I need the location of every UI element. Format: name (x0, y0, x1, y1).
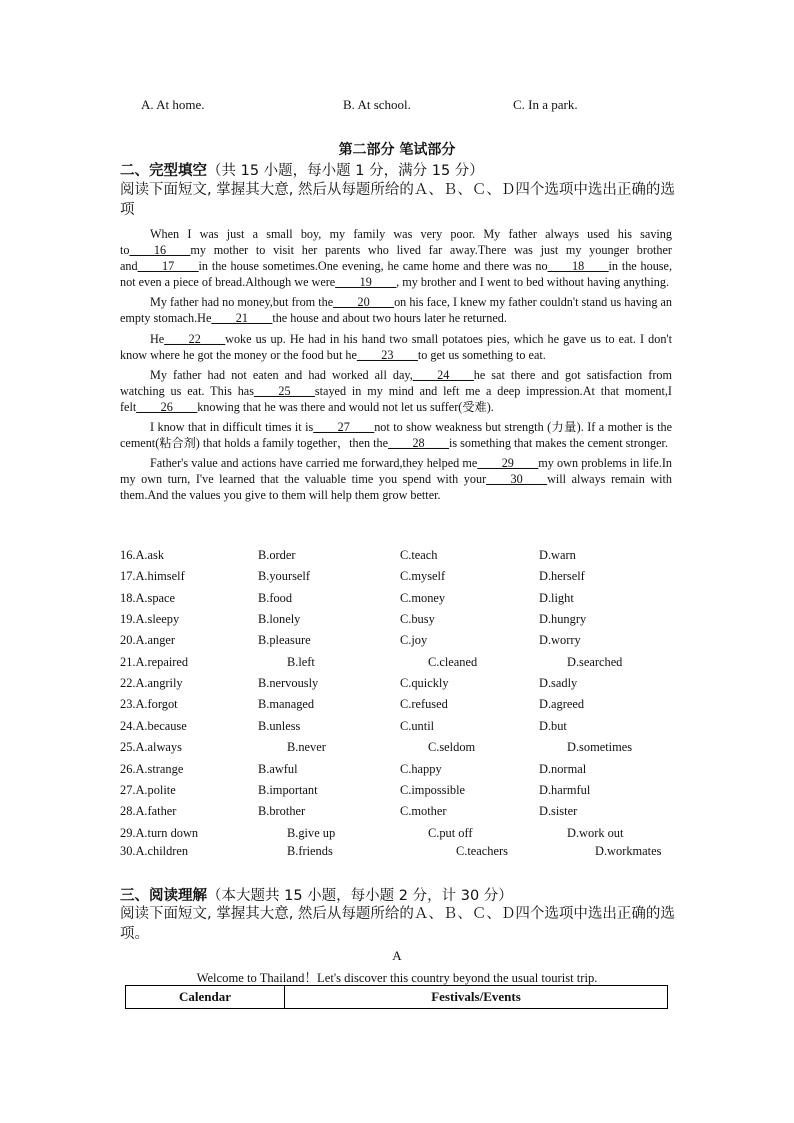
option-choice: C.cleaned (428, 655, 478, 669)
option-choice: 19.A.sleepy (120, 612, 180, 626)
passage-text: not to show weakness but strength (力量). If a mother is the cement(粘合剂) that holds a family together，then the (120, 420, 672, 451)
reading-instruction: 阅读下面短文, 掌握其大意, 然后从每题所给的Ａ、Ｂ、Ｃ、Ｄ四个选项中选出正确的选项。 (120, 906, 675, 942)
option-choice: 25.A.always (120, 740, 182, 754)
option-row (120, 783, 680, 801)
cloze-blank: ____22____ (164, 331, 226, 346)
option-choice: C.busy (400, 612, 435, 626)
option-choice: C.impossible (400, 783, 466, 797)
option-choice: 21.A.repaired (120, 655, 189, 669)
option-row (120, 633, 680, 651)
option-choice: 17.A.himself (120, 569, 185, 583)
cloze-heading-scoring: （共 15 小题，每小题 1 分，满分 15 分） (207, 163, 484, 179)
passage-text: My father had not eaten and had worked all day, (150, 367, 413, 382)
cloze-blank: ____29____ (477, 456, 539, 471)
cloze-blank: ____28____ (388, 436, 449, 451)
passage-text: my own problems in life.In my own turn, I've learned that the valuable time you spend with your (120, 456, 672, 487)
cloze-blank: ____23____ (356, 347, 418, 362)
option-choice: 18.A.space (120, 591, 176, 605)
option-choice: C.happy (400, 762, 442, 776)
option-choice: 16.A.ask (120, 548, 165, 562)
paragraph (120, 455, 672, 503)
option-row (120, 740, 680, 758)
option-choice: B.unless (258, 719, 301, 733)
option-row (120, 612, 680, 630)
option-row (120, 591, 680, 609)
passage-text: the house and about two hours later he returned. (272, 311, 507, 326)
passage-text: to get us something to eat. (417, 347, 546, 362)
option-choice: C.quickly (400, 676, 449, 690)
passage-text: he sat there and got satisfaction from watching us eat. This has (120, 367, 672, 398)
option-choice: B.pleasure (258, 633, 311, 647)
option-choice: B.friends (287, 844, 333, 858)
option-row (120, 826, 680, 844)
cloze-blank: ____17____ (137, 259, 199, 274)
option-c: C. In a park. (513, 97, 578, 112)
cloze-passage (120, 226, 672, 508)
festival-table (125, 985, 668, 1009)
option-choice: B.brother (258, 804, 306, 818)
cloze-blank: ____24____ (412, 367, 474, 382)
option-row (120, 844, 680, 862)
option-choice: C.refused (400, 697, 448, 711)
option-b: B. At school. (343, 97, 411, 112)
option-choice: B.left (287, 655, 315, 669)
option-choice: D.workmates (595, 844, 662, 858)
option-choice: D.searched (567, 655, 623, 669)
option-choice: B.nervously (258, 676, 319, 690)
option-row (120, 762, 680, 780)
passage-text: knowing that he was there and would not let us suffer(受难). (197, 399, 494, 414)
passage-text: stayed in my mind and left me a deep impression.At that moment,I felt (120, 383, 672, 414)
option-choice: D.normal (539, 762, 587, 776)
option-choice: C.myself (400, 569, 446, 583)
passage-text: woke us up. He had in his hand two small potatoes pies, which he gave us to eat. I don't know where he got the money or the food but he (120, 331, 672, 362)
option-choice: D.sister (539, 804, 578, 818)
passage-text: in the house, not even a piece of bread.Although we were (120, 259, 672, 290)
option-choice: B.lonely (258, 612, 301, 626)
option-choice: D.agreed (539, 697, 585, 711)
option-row (120, 804, 680, 822)
passage-text: will always remain with them.And the values you give to them will help them grow better. (120, 472, 672, 503)
option-choice: 20.A.anger (120, 633, 176, 647)
option-choice: C.joy (400, 633, 428, 647)
reading-heading (120, 884, 513, 905)
option-choice: B.give up (287, 826, 336, 840)
option-choice: B.order (258, 548, 296, 562)
passage-text: on his face, I knew my father couldn't stand us having an empty stomach.He (120, 295, 672, 326)
option-choice: 29.A.turn down (120, 826, 199, 840)
paragraph (120, 294, 672, 326)
cloze-blank: ____19____ (335, 275, 397, 290)
cloze-heading-label: 二、完型填空 (120, 163, 207, 179)
passage-text: in the house sometimes.One evening, he came home and there was no (198, 259, 548, 274)
cloze-blank: ____26____ (136, 399, 198, 414)
option-choice: C.teachers (456, 844, 508, 858)
option-choice: B.food (258, 591, 293, 605)
option-row (120, 569, 680, 587)
option-choice: B.awful (258, 762, 298, 776)
option-choice: 22.A.angrily (120, 676, 183, 690)
passage-text: He (150, 331, 165, 346)
paragraph (120, 419, 672, 451)
option-row (120, 548, 680, 566)
option-choice: 27.A.polite (120, 783, 176, 797)
option-row (120, 719, 680, 737)
paragraph (120, 331, 672, 363)
option-choice: 26.A.strange (120, 762, 184, 776)
part-title: 第二部分 笔试部分 (338, 142, 456, 158)
table-header-festivals: Festivals/Events (285, 986, 668, 1009)
paragraph (120, 226, 672, 290)
option-row (120, 676, 680, 694)
option-choice: C.put off (428, 826, 473, 840)
passage-text: Father's value and actions have carried me forward,they helped me (150, 456, 478, 471)
option-row (120, 655, 680, 673)
option-choice: D.sometimes (567, 740, 633, 754)
option-choice: C.mother (400, 804, 447, 818)
option-choice: B.yourself (258, 569, 310, 583)
table-header-calendar: Calendar (126, 986, 285, 1009)
passage-text: my mother to visit her parents who lived far away.There was just my younger brother and (120, 243, 672, 274)
option-choice: 23.A.forgot (120, 697, 178, 711)
option-a: A. At home. (141, 97, 205, 112)
passage-text: When I was just a small boy, my family was very poor. My father always used his saving to (120, 227, 672, 258)
reading-heading-scoring: （本大题共 15 小题，每小题 2 分，计 30 分） (207, 888, 513, 904)
passage-text: is something that makes the cement stronger. (449, 436, 668, 451)
passage-text: , my brother and I went to bed without having anything. (396, 275, 669, 290)
option-choice: 28.A.father (120, 804, 177, 818)
option-choice: D.light (539, 591, 574, 605)
cloze-blank: ____25____ (253, 383, 315, 398)
option-choice: D.hungry (539, 612, 587, 626)
option-choice: D.warn (539, 548, 576, 562)
option-choice: D.worry (539, 633, 581, 647)
cloze-blank: ____18____ (547, 259, 609, 274)
cloze-blank: ____21____ (211, 311, 273, 326)
option-choice: C.teach (400, 548, 438, 562)
option-choice: D.sadly (539, 676, 578, 690)
option-row (120, 697, 680, 715)
reading-heading-label: 三、阅读理解 (120, 888, 207, 904)
cloze-blank: ____20____ (333, 295, 395, 310)
cloze-instruction: 阅读下面短文, 掌握其大意, 然后从每题所给的Ａ、Ｂ、Ｃ、Ｄ四个选项中选出正确的选项 (120, 182, 675, 218)
paragraph (120, 367, 672, 415)
option-choice: D.work out (567, 826, 624, 840)
passage-text: My father had no money,but from the (150, 295, 334, 310)
option-choice: B.managed (258, 697, 315, 711)
option-choice: D.herself (539, 569, 585, 583)
option-choice: B.important (258, 783, 318, 797)
option-choice: C.money (400, 591, 446, 605)
passage-intro: Welcome to Thailand！Let's discover this country beyond the usual tourist trip. (196, 971, 598, 985)
option-choice: 24.A.because (120, 719, 187, 733)
cloze-blank: ____16____ (129, 243, 191, 258)
cloze-blank: ____27____ (313, 420, 375, 435)
passage-text: I know that in difficult times it is (150, 420, 314, 435)
option-choice: C.until (400, 719, 435, 733)
cloze-heading (120, 159, 484, 180)
option-choice: B.never (287, 740, 326, 754)
option-choice: 30.A.children (120, 844, 189, 858)
passage-label: A (392, 948, 402, 963)
option-choice: D.but (539, 719, 567, 733)
option-choice: C.seldom (428, 740, 476, 754)
option-choice: D.harmful (539, 783, 591, 797)
cloze-blank: ____30____ (486, 472, 548, 487)
